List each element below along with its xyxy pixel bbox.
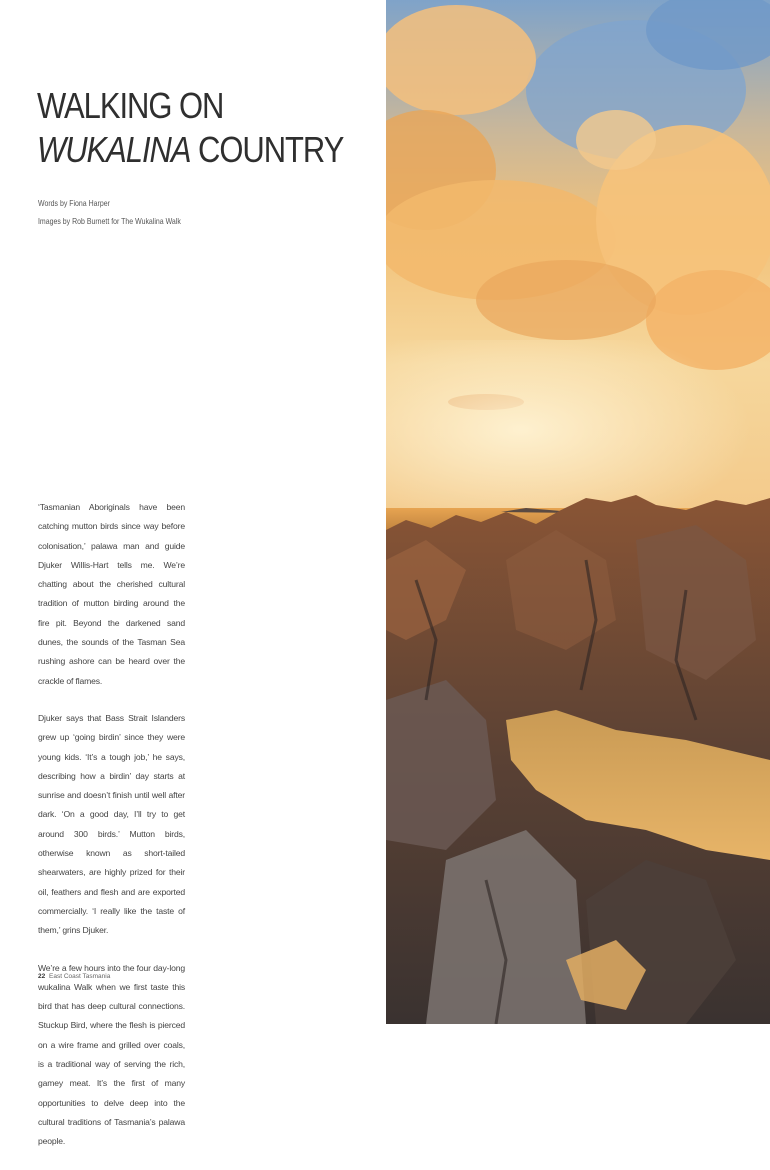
article-title [37,84,344,172]
body-paragraph: We’re a few hours into the four day-long wukalina Walk when we first taste this bird that has deep cultural connections. Stuckup Bird, where the flesh is pierced on a wire frame and grilled over coals, is a traditional way of serving the rich, gamey meat. It’s the first of many opportunities to delve deep into the cultural traditions of Tasmania’s palawa people. [38,962,185,1147]
article-body [38,498,185,1170]
title-italic-word: WUKALINA [37,129,191,170]
title-line-2 [37,128,344,172]
credit-words: Words by Fiona Harper [38,198,110,208]
title-line-1: WALKING ON [37,85,224,126]
photo-illustration [386,0,770,1024]
publication-name: East Coast Tasmania [49,973,111,980]
page-footer [38,973,110,980]
article-credits [38,194,181,230]
title-rest: COUNTRY [190,129,344,170]
sunset-coastal-rocks-photo [386,0,770,1024]
credit-images: Images by Rob Burnett for The Wukalina Walk [38,216,181,226]
page-number: 22 [38,973,46,980]
body-paragraph: Djuker says that Bass Strait Islanders grew up ‘going birdin’ since they were young kids. ‘It’s a tough job,’ he says, describing how a birdin’ day starts at sunrise and doesn’t finish until well after dark. ‘On a good day, I’ll try to get around 300 birds.’ Mutton birds, otherwise known as short-tailed shearwaters, are highly prized for their oil, feathers and flesh and are exported commercially. ‘I really like the taste of them,’ grins Djuker. [38,712,185,936]
text-column [0,0,386,1147]
body-paragraph: ‘Tasmanian Aboriginals have been catching mutton birds since way before colonisation,’ palawa man and guide Djuker Willis-Hart tells me. We’re chatting about the cherished cultural tradition of mutton birding around the fire pit. Beyond the darkened sand dunes, the sounds of the Tasman Sea rushing ashore can be heard over the crackle of flames. [38,502,185,686]
